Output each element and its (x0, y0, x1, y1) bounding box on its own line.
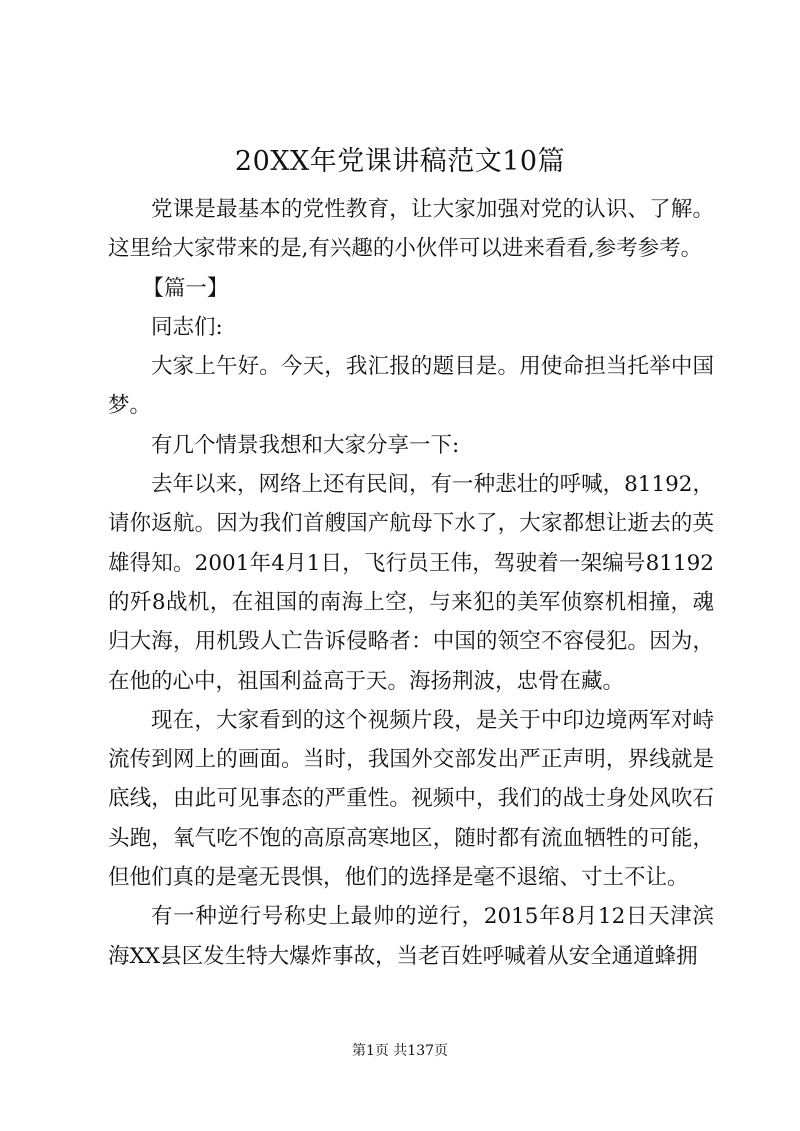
paragraph-greeting: 大家上午好。今天，我汇报的题目是。用使命担当托举中国梦。 (108, 354, 714, 419)
paragraph-salutation: 同志们: (151, 314, 223, 340)
section-heading: 【篇一】 (142, 275, 229, 301)
document-title: 20XX年党课讲稿范文10篇 (234, 146, 566, 177)
paragraph-tianjin: 有一种逆行号称史上最帅的逆行，2015年8月12日天津滨海XX县区发生特大爆炸事故，当老百姓呼喊着从安全通道蜂拥 (108, 904, 714, 969)
paragraph-border-video: 现在，大家看到的这个视频片段，是关于中印边境两军对峙流传到网上的画面。当时，我国外交部发出严正声明，界线就是底线，由此可见事态的严重性。视频中，我们的战士身处风吹石头跑，氧气吃不饱的高原高寒地区，随时都有流血牺牲的可能，但他们真的是毫无畏惧，他们的选择是毫不退缩、寸土不让。 (108, 707, 714, 891)
paragraph-intro: 党课是最基本的党性教育，让大家加强对党的认识、了解。这里给大家带来的是,有兴趣的小伙伴可以进来看看,参考参考。 (108, 197, 714, 262)
paragraph-scenes-intro: 有几个情景我想和大家分享一下: (151, 432, 460, 458)
paragraph-81192: 去年以来，网络上还有民间，有一种悲壮的呼喊，81192，请你返航。因为我们首艘国产航母下水了，大家都想让逝去的英雄得知。2001年4月1日，飞行员王伟，驾驶着一架编号81192的歼8战机，在祖国的南海上空，与来犯的美军侦察机相撞，魂归大海，用机毁人亡告诉侵略者：中国的领空不容侵犯。因为，在他的心中，祖国利益高于天。海扬荆波，忠骨在藏。 (108, 472, 714, 694)
page-footer: 第1页 共137页 (351, 1043, 449, 1059)
document-body (108, 190, 714, 976)
